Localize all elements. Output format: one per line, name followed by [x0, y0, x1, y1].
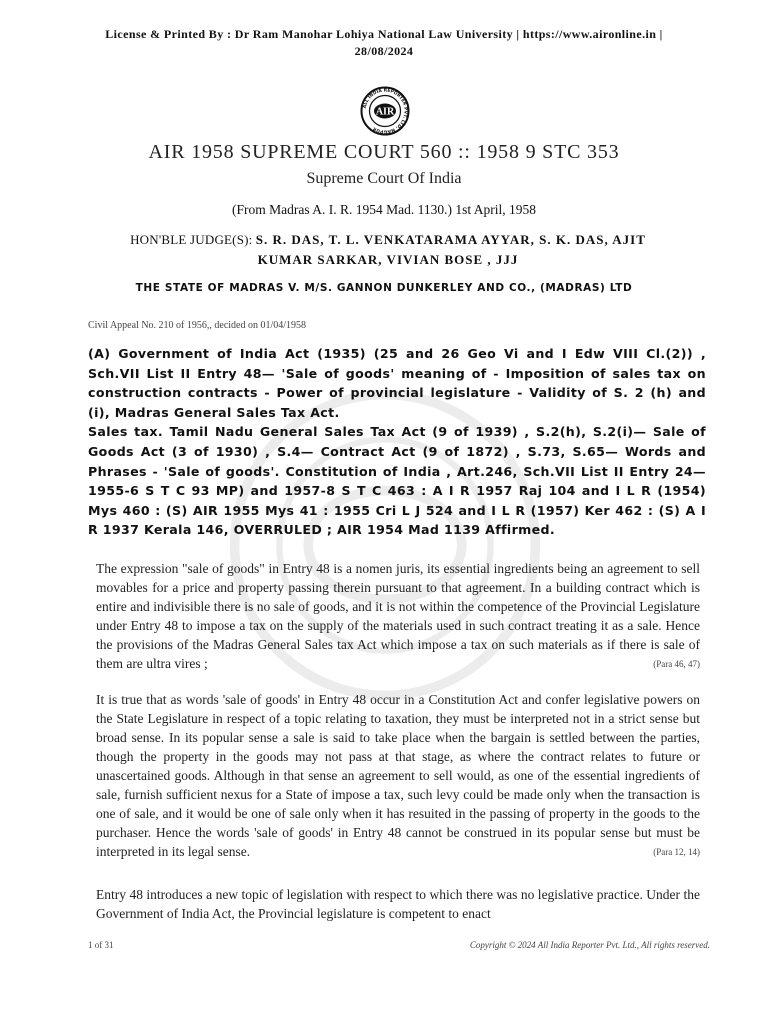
judges-block	[98, 230, 678, 270]
svg-text:ALL INDIA REPORTER PVT. LTD. N: ALL INDIA REPORTER PVT. LTD. NAGPUR	[362, 88, 408, 134]
judges-label: HON'BLE JUDGE(S):	[130, 232, 253, 247]
headnote-b: Sales tax. Tamil Nadu General Sales Tax Act (9 of 1939) , S.2(h), S.2(i)— Sale of Goods Act (3 of 1930) , S.4— Contract Act (9 of 1872) , S.73, S.65— Words and Phrases - 'Sale of goods'. Constitution of India , Art.246, Sch.VII List II Entry 24— 1955-6 S T C 93 MP) and 1957-8 S T C 463 : A I R 1957 Raj 104 and I L R (1954) Mys 460 : (S) AIR 1955 Mys 41 : 1955 Cri L J 524 and I L R (1957) Ker 462 : (S) A I R 1937 Kerala 146, OVERRULED ; AIR 1954 Mad 1139 Affirmed.	[88, 424, 706, 538]
paragraph-3	[96, 885, 700, 923]
license-line-2: 28/08/2024	[354, 44, 414, 58]
paragraph-3-text: Entry 48 introduces a new topic of legislation with respect to which there was no legislative practice. Under the Government of India Act, the Provincial legislature is competent to enact	[96, 887, 700, 921]
paragraph-2	[96, 690, 700, 862]
judges-names-line-2: KUMAR SARKAR, VIVIAN BOSE , JJJ	[257, 252, 519, 267]
air-seal-logo-icon	[360, 86, 410, 136]
paragraph-1-ref: (Para 46, 47)	[653, 659, 700, 669]
paragraph-1	[96, 559, 700, 674]
copyright-notice: Copyright © 2024 All India Reporter Pvt. Ltd., All rights reserved.	[469, 940, 710, 950]
court-name: Supreme Court Of India	[306, 170, 462, 187]
headnote	[88, 344, 706, 540]
appeal-info: Civil Appeal No. 210 of 1956,, decided on 01/04/1958	[88, 320, 307, 331]
license-line-1: License & Printed By : Dr Ram Manohar Lohiya National Law University | https://www.aironline.in |	[105, 27, 663, 41]
headnote-a: (A) Government of India Act (1935) (25 and 26 Geo Vi and I Edw VIII Cl.(2)) , Sch.VII List II Entry 48— 'Sale of goods' meaning of - Imposition of sales tax on construction contracts - Power of provincial legislature - Validity of S. 2 (h) and (i), Madras General Sales Tax Act.	[88, 346, 706, 420]
license-header	[60, 26, 708, 60]
case-parties: THE STATE OF MADRAS V. M/S. GANNON DUNKERLEY AND CO., (MADRAS) LTD	[135, 282, 633, 294]
judges-names-line-1: S. R. DAS, T. L. VENKATARAMA AYYAR, S. K. DAS, AJIT	[255, 232, 646, 247]
paragraph-2-text: It is true that as words 'sale of goods' in Entry 48 occur in a Constitution Act and confer legislative powers on the State Legislature in respect of a topic relating to taxation, they must be interpreted not in a strict sense but broad sense. In its popular sense a sale is said to take place when the bargain is settled between the parties, though the property in the goods may not pass at that stage, as where the contract relates to future or unascertained goods. Although in that sense an agreement to sell would, as one of the essential ingredients of sale, furnish sufficient nexus for a State of impose a tax, such levy could be made only when the transaction is one of sale, and it would be one of sale only when it has resuited in the passing of property in the goods to the purchaser. Hence the words 'sale of goods' in Entry 48 cannot be construed in its popular sense but must be interpreted in its legal sense.	[96, 692, 700, 859]
svg-text:AIR: AIR	[375, 106, 395, 118]
paragraph-2-ref: (Para 12, 14)	[653, 847, 700, 857]
page-number: 1 of 31	[88, 940, 114, 950]
from-line: (From Madras A. I. R. 1954 Mad. 1130.) 1st April, 1958	[232, 202, 536, 217]
case-citation: AIR 1958 SUPREME COURT 560 :: 1958 9 STC 353	[148, 141, 620, 163]
paragraph-1-text: The expression "sale of goods" in Entry 48 is a nomen juris, its essential ingredients being an agreement to sell movables for a price and property passing therein pursuant to that agreement. In a building contract which is entire and indivisible there is no sale of goods, and it is not within the competence of the Provincial Legislature under Entry 48 to impose a tax on the supply of the materials used in such contract treating it as a sale. Hence the provisions of the Madras General Sales tax Act which impose a tax on such materials as if there is sale of them are ultra vires ;	[96, 561, 700, 671]
